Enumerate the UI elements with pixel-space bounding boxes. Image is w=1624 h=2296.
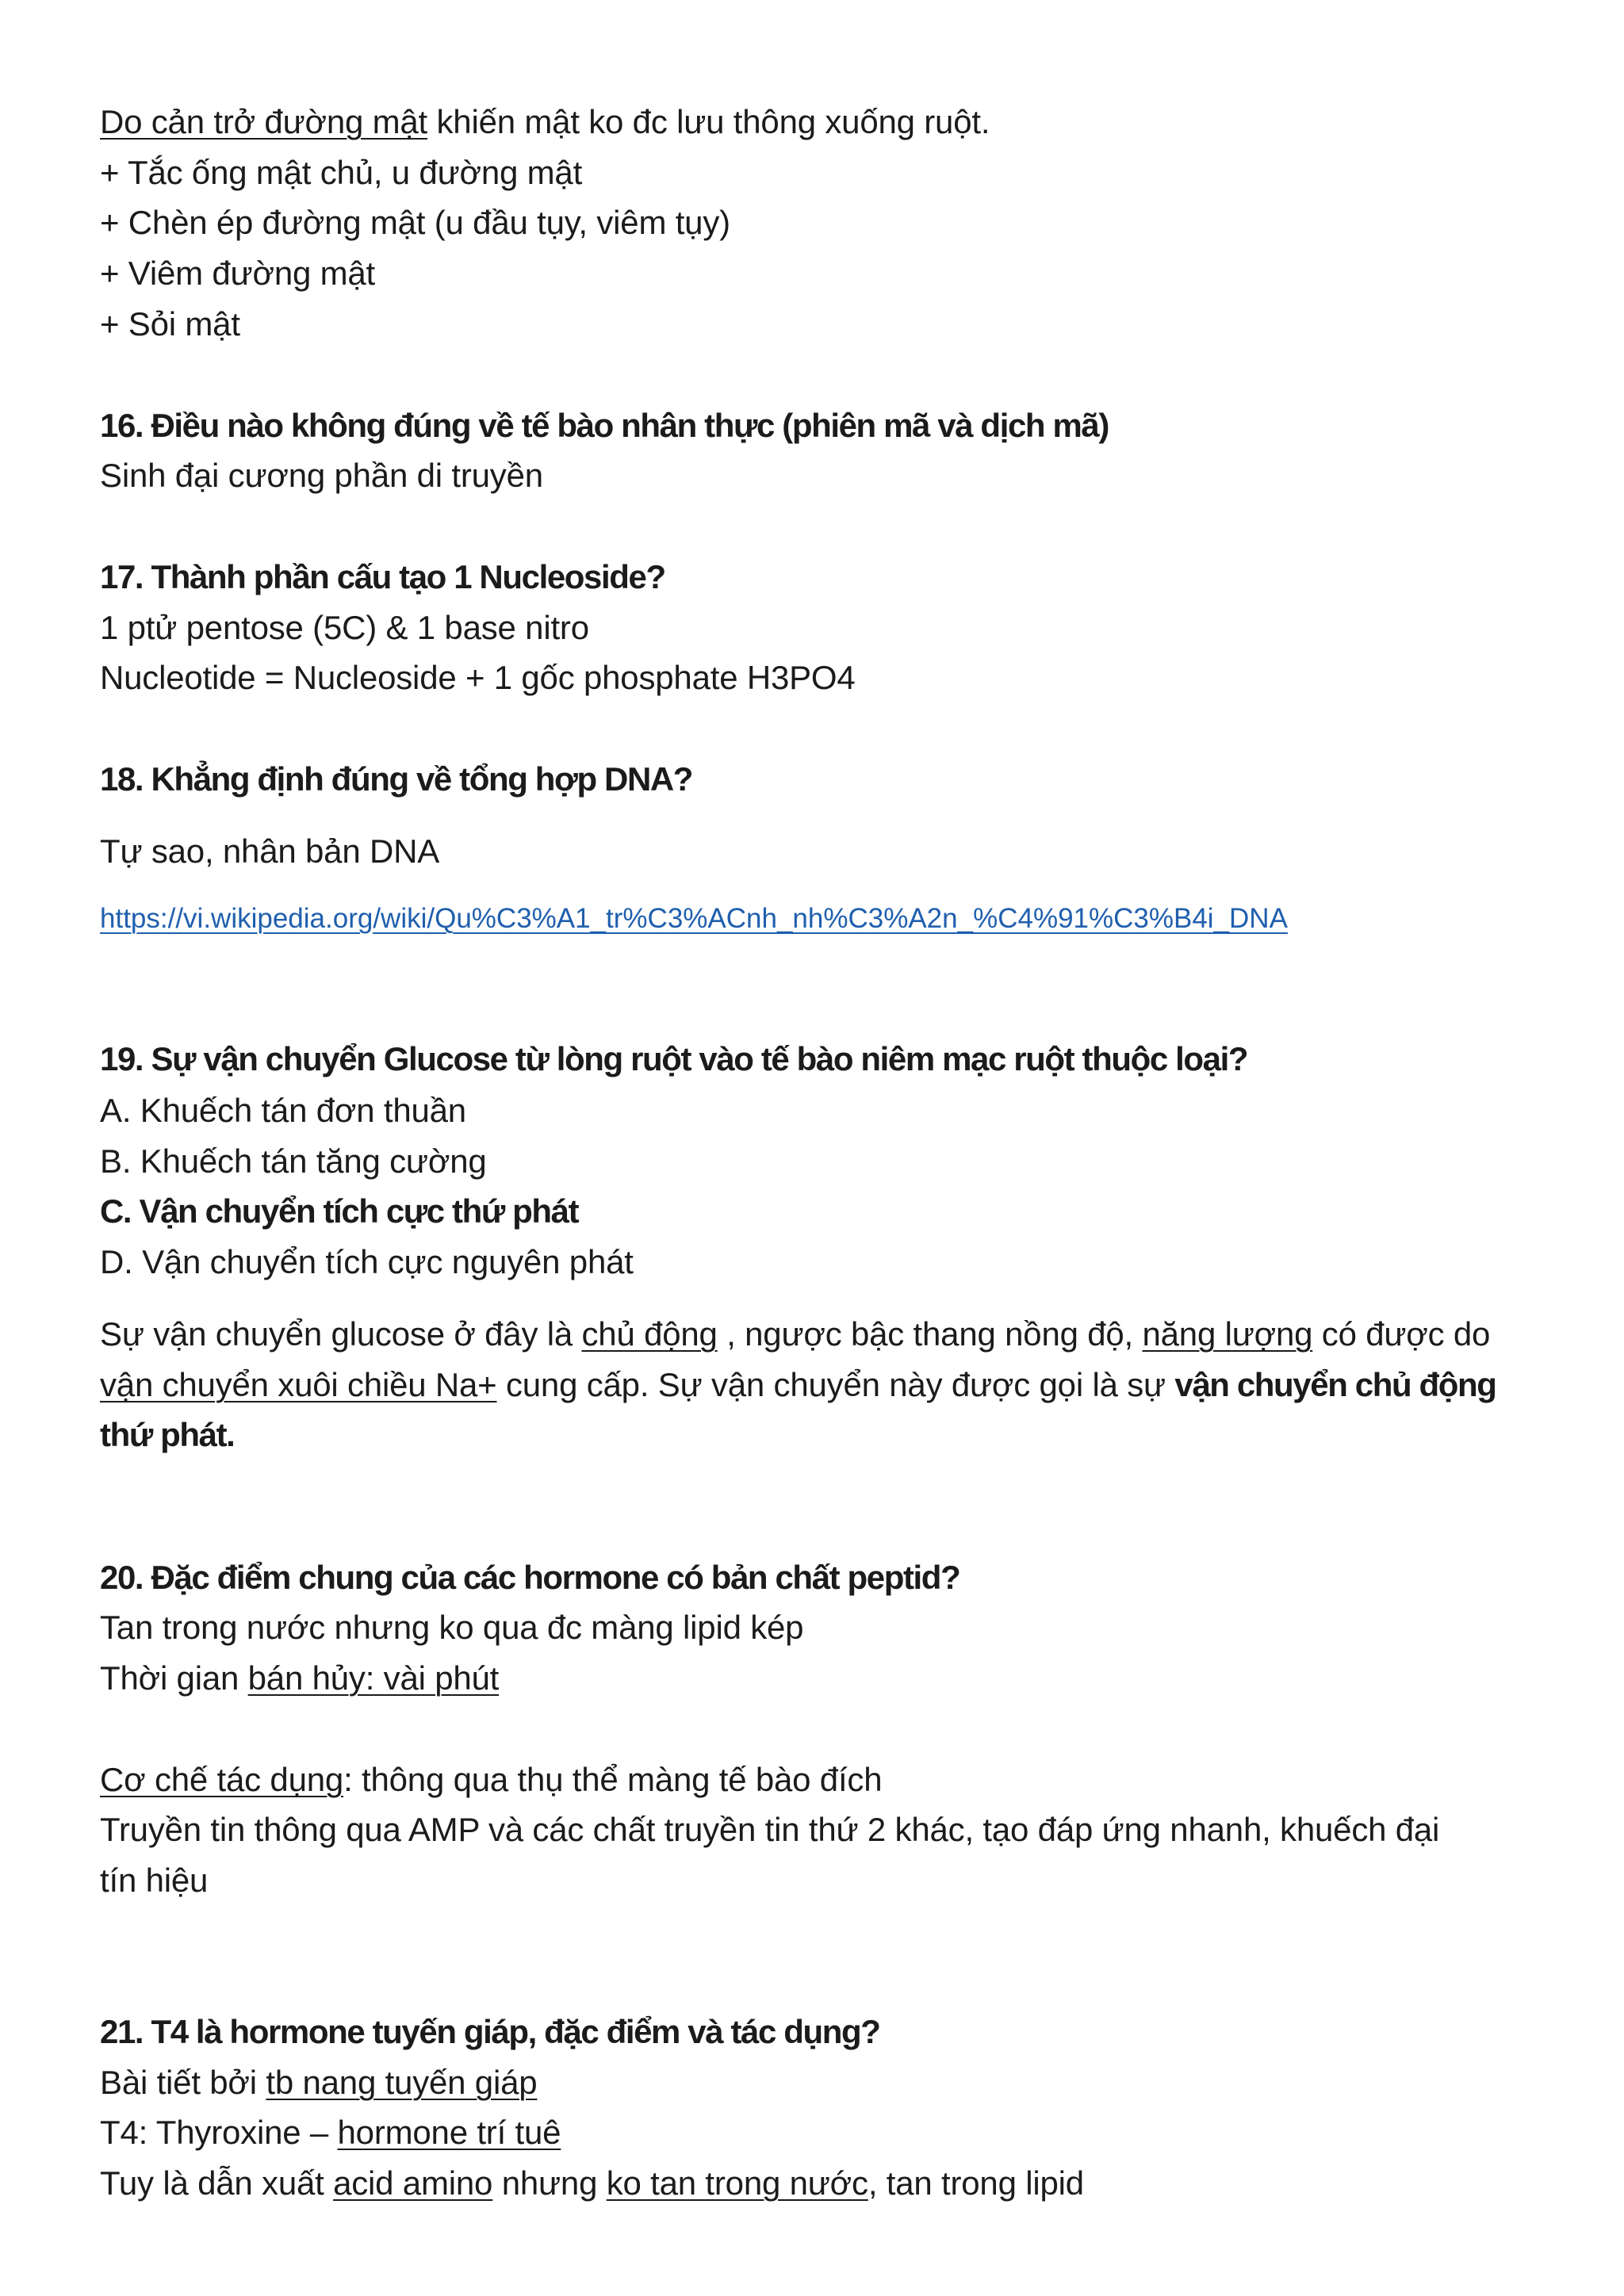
text: cung cấp. Sự vận chuyển này được gọi là sự: [496, 1366, 1175, 1403]
text: có được do: [1312, 1315, 1491, 1353]
text: , tan trong lipid: [868, 2164, 1084, 2202]
q20-line-1: Tan trong nước nhưng ko qua đc màng lipid kép: [100, 1609, 804, 1646]
text: Thời gian: [100, 1659, 248, 1697]
q20-line-4: Truyền tin thông qua AMP và các chất truyền tin thứ 2 khác, tạo đáp ứng nhanh, khuếch đại: [100, 1811, 1440, 1848]
intro-line-4: + Viêm đường mật: [100, 254, 376, 292]
intro-line-2: + Tắc ống mật chủ, u đường mật: [100, 154, 583, 191]
q19-explanation-line-1: [100, 1312, 1490, 1357]
underlined-term: vận chuyển xuôi chiều Na+: [100, 1366, 497, 1403]
q21-line-3: [100, 2161, 1084, 2206]
q18-line-1: Tự sao, nhân bản DNA: [100, 832, 440, 870]
q19-option-c-answer: C. Vận chuyển tích cực thứ phát: [100, 1192, 579, 1230]
underlined-term: hormone trí tuê: [337, 2114, 561, 2151]
q20-line-3: [100, 1758, 882, 1802]
text: , ngược bậc thang nồng độ,: [717, 1315, 1143, 1353]
underlined-term: ko tan trong nước: [606, 2164, 868, 2202]
intro-line-3: + Chèn ép đường mật (u đầu tụy, viêm tụy): [100, 204, 730, 241]
underlined-term: bán hủy: vài phút: [247, 1659, 500, 1697]
hyperlink[interactable]: https://vi.wikipedia.org/wiki/Qu%C3%A1_tr%C3%ACnh_nh%C3%A2n_%C4%91%C3%B4i_DNA: [100, 903, 1288, 934]
q17-line-2: Nucleotide = Nucleoside + 1 gốc phosphate H3PO4: [100, 659, 856, 696]
q21-line-1: [100, 2061, 537, 2105]
q18-wiki-link[interactable]: [100, 897, 1288, 941]
q20-line-2: [100, 1656, 499, 1701]
q17-line-1: 1 ptử pentose (5C) & 1 base nitro: [100, 609, 589, 646]
q20-line-5: tín hiệu: [100, 1862, 209, 1899]
text: nhưng: [492, 2164, 607, 2202]
text: T4: Thyroxine –: [100, 2114, 338, 2151]
q21-heading: 21. T4 là hormone tuyến giáp, đặc điểm và tác dụng?: [100, 2013, 880, 2050]
q21-line-2: [100, 2110, 561, 2155]
text: khiến mật ko đc lưu thông xuống ruột.: [427, 103, 990, 140]
bold-term: vận chuyển chủ động: [1174, 1366, 1496, 1403]
text: Sự vận chuyển glucose ở đây là: [100, 1315, 582, 1353]
intro-line-5: + Sỏi mật: [100, 305, 240, 342]
text: : thông qua thụ thể màng tế bào đích: [343, 1761, 883, 1798]
q16-heading: 16. Điều nào không đúng về tế bào nhân thực (phiên mã và dịch mã): [100, 407, 1109, 444]
underlined-term: chủ động: [581, 1315, 718, 1353]
q19-option-b: B. Khuếch tán tăng cường: [100, 1142, 487, 1180]
q19-heading: 19. Sự vận chuyển Glucose từ lòng ruột vào tế bào niêm mạc ruột thuộc loại?: [100, 1040, 1248, 1077]
q19-explanation-line-3: thứ phát.: [100, 1416, 235, 1453]
q20-heading: 20. Đặc điểm chung của các hormone có bản chất peptid?: [100, 1559, 960, 1596]
underlined-term: acid amino: [333, 2164, 493, 2202]
underlined-term: Do cản trở đường mật: [100, 103, 428, 140]
q19-option-d: D. Vận chuyển tích cực nguyên phát: [100, 1243, 634, 1280]
q19-explanation-line-2: [100, 1363, 1496, 1407]
q19-option-a: A. Khuếch tán đơn thuần: [100, 1092, 466, 1129]
text: Tuy là dẫn xuất: [100, 2164, 334, 2202]
intro-line-1: [100, 100, 990, 144]
q16-line-1: Sinh đại cương phần di truyền: [100, 457, 543, 494]
q17-heading: 17. Thành phần cấu tạo 1 Nucleoside?: [100, 558, 665, 595]
text: Bài tiết bởi: [100, 2064, 266, 2101]
underlined-term: Cơ chế tác dụng: [100, 1761, 344, 1798]
underlined-term: năng lượng: [1142, 1315, 1313, 1353]
q18-heading: 18. Khẳng định đúng về tổng hợp DNA?: [100, 760, 693, 798]
underlined-term: tb nang tuyến giáp: [266, 2064, 538, 2101]
